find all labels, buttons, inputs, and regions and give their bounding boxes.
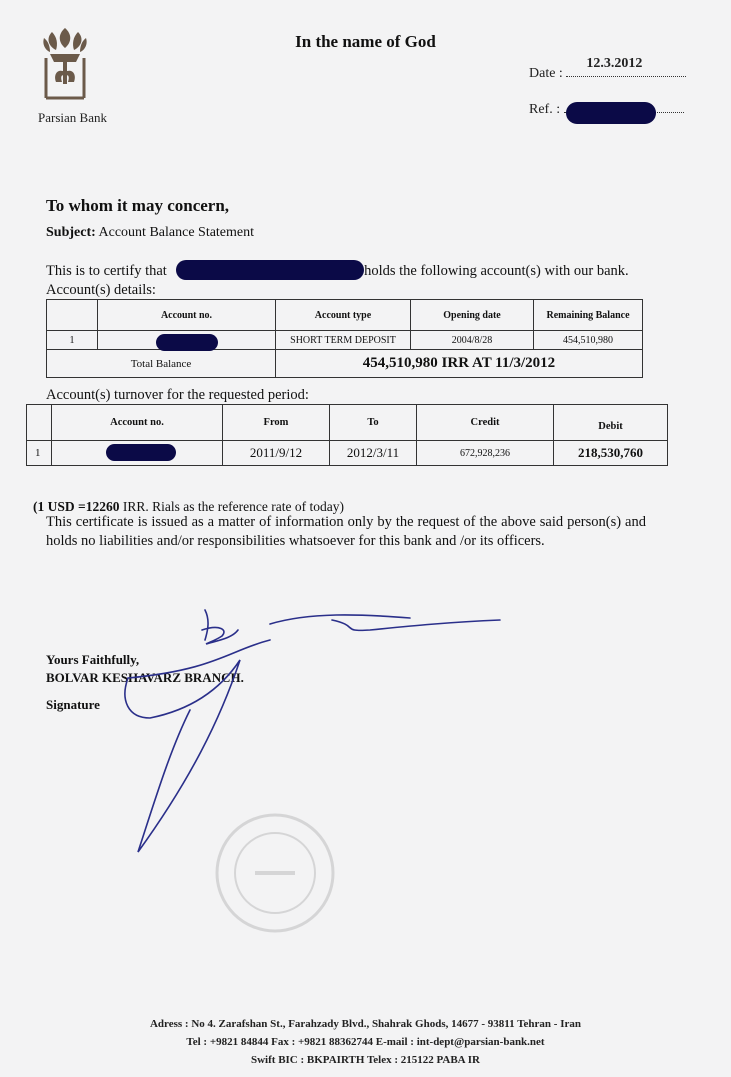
ref-label: Ref. :	[529, 102, 561, 117]
col-debit: Debit	[554, 405, 668, 441]
bank-name: Parsian Bank	[38, 110, 107, 125]
table-row	[27, 441, 668, 466]
credit-cell: 672,928,236	[417, 441, 554, 466]
subject-line	[46, 225, 254, 241]
to-cell: 2012/3/11	[330, 441, 417, 466]
certify-after: holds the following account(s) with our bank.	[364, 263, 629, 279]
subject-label: Subject:	[46, 225, 96, 240]
debit-cell: 218,530,760	[554, 441, 668, 466]
certificate-text: This certificate is issued as a matter of information only by the request of the above said person(s) and holds no liabilities and/or responsibilities whatsoever for this bank and /or its officers.	[46, 514, 646, 549]
accounts-table	[46, 299, 643, 378]
closing-branch: BOLVAR KESHAVARZ BRANCH.	[46, 670, 244, 685]
redacted-account-no	[156, 334, 218, 351]
col-account-no: Account no.	[52, 405, 223, 441]
col-from: From	[223, 405, 330, 441]
rate-note-rest: IRR. Rials as the reference rate of today)	[119, 499, 344, 514]
col-credit: Credit	[417, 405, 554, 441]
total-balance-value: 454,510,980 IRR AT 11/3/2012	[276, 350, 643, 378]
greeting: To whom it may concern,	[46, 196, 230, 215]
from-cell: 2011/9/12	[223, 441, 330, 466]
closing-yours: Yours Faithfully,	[46, 652, 140, 667]
redacted-holder-name	[176, 260, 364, 280]
row-index: 1	[27, 441, 52, 466]
redacted-ref	[566, 102, 656, 124]
col-opening-date: Opening date	[411, 300, 534, 331]
col-index	[47, 300, 98, 331]
col-to: To	[330, 405, 417, 441]
footer-swift: Swift BIC : BKPAIRTH Telex : 215122 PABA IR	[251, 1054, 480, 1066]
col-account-no: Account no.	[98, 300, 276, 331]
turnover-table	[26, 404, 668, 466]
col-account-type: Account type	[276, 300, 411, 331]
account-no-cell	[98, 331, 276, 350]
account-type-cell: SHORT TERM DEPOSIT	[276, 331, 411, 350]
row-index: 1	[47, 331, 98, 350]
remaining-balance-cell: 454,510,980	[534, 331, 643, 350]
date-value: 12.3.2012	[586, 56, 643, 71]
redacted-account-no	[106, 444, 176, 461]
certify-before: This is to certify that	[46, 263, 167, 279]
embossed-seal	[205, 808, 345, 938]
footer-address: Adress : No 4. Zarafshan St., Farahzady Blvd., Shahrak Ghods, 14677 - 93811 Tehran - Iran	[149, 1018, 581, 1030]
page-heading: In the name of God	[295, 32, 436, 51]
closing-signature-label: Signature	[46, 697, 100, 712]
table-row	[47, 331, 643, 350]
col-index	[27, 405, 52, 441]
col-remaining-balance: Remaining Balance	[534, 300, 643, 331]
subject-value: Account Balance Statement	[98, 225, 255, 240]
date-label: Date :	[529, 66, 563, 81]
opening-date-cell: 2004/8/28	[411, 331, 534, 350]
turnover-title: Account(s) turnover for the requested period:	[46, 387, 309, 403]
date-line	[529, 56, 686, 82]
account-no-cell	[52, 441, 223, 466]
total-balance-label: Total Balance	[47, 350, 276, 378]
details-title: Account(s) details:	[46, 282, 156, 298]
rate-note-bold: (1 USD =12260	[33, 499, 120, 514]
handwritten-signature	[110, 600, 610, 860]
footer-contacts: Tel : +9821 84844 Fax : +9821 88362744 E-mail : int-dept@parsian-bank.net	[186, 1036, 545, 1048]
